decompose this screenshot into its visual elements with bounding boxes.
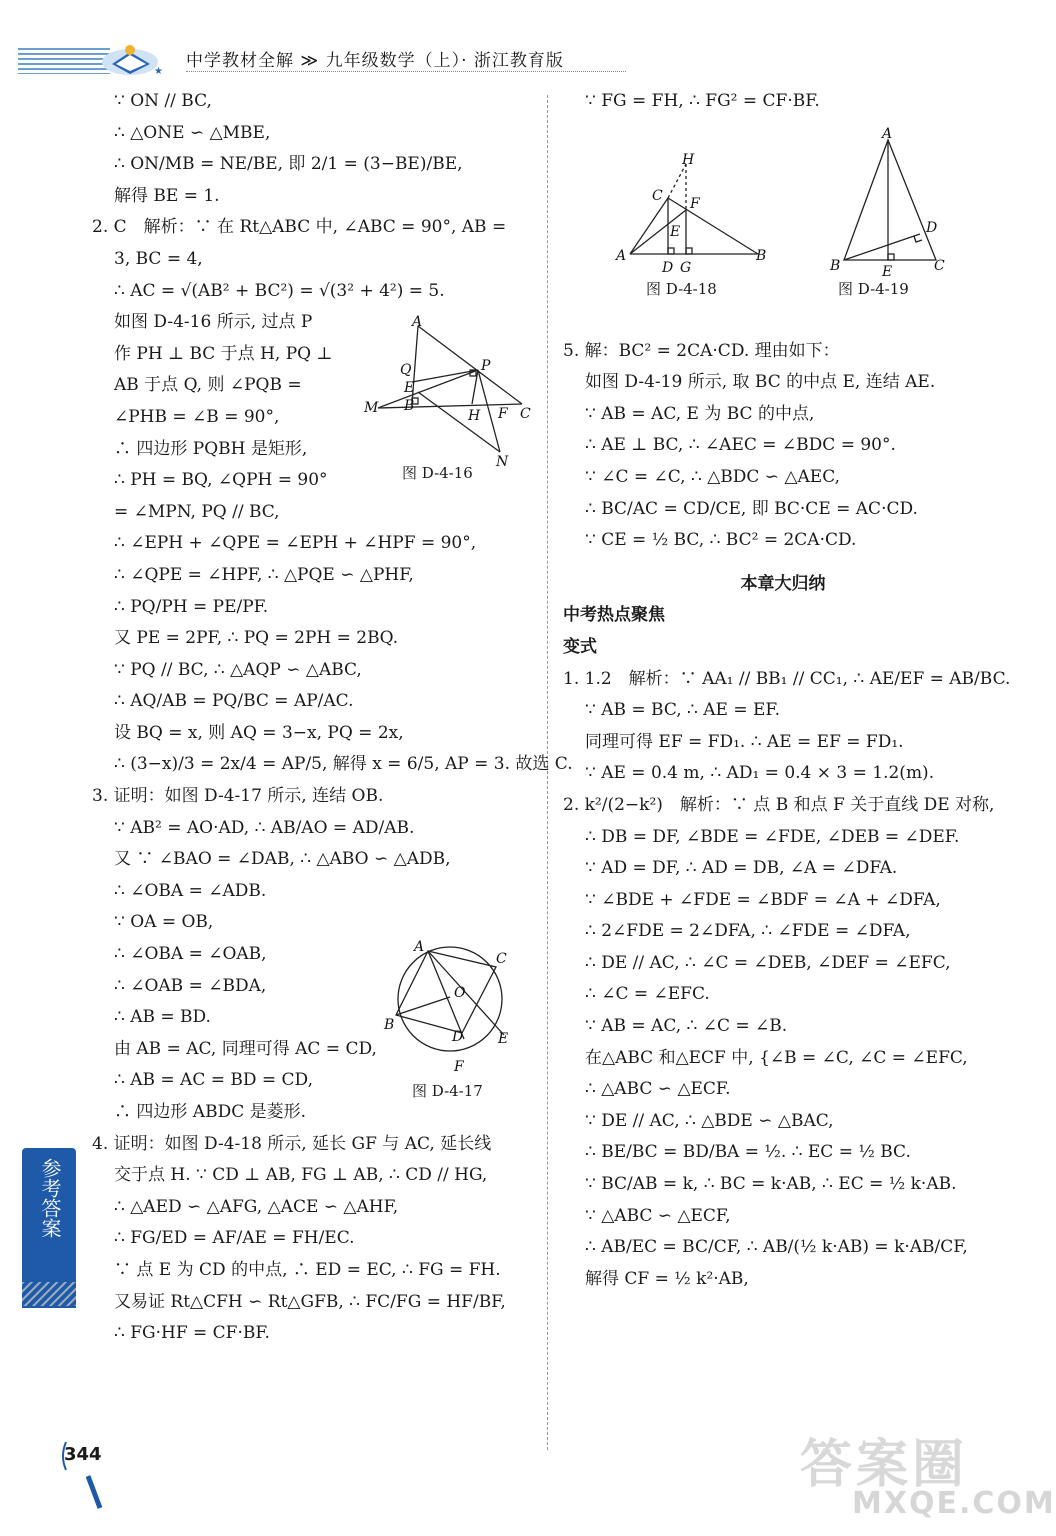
text-line: ∵ FG = FH, ∴ FG² = CF·BF. (585, 91, 820, 111)
label-b: B (756, 248, 767, 264)
question-4: 4. 证明：如图 D-4-18 所示, 延长 GF 与 AC, 延长线 (92, 1133, 492, 1154)
text-line: ∴ AB = AC = BD = CD, (114, 1070, 313, 1091)
header-stripes (18, 48, 110, 74)
text-line: ∵ 点 E 为 CD 的中点, ∴ ED = EC, ∴ FG = FH. (114, 1259, 501, 1280)
text-line: ∴ FG·HF = CF·BF. (114, 1323, 270, 1344)
label-c: C (934, 258, 945, 274)
text-line: ∵ AB = AC, E 为 BC 的中点, (585, 403, 815, 424)
question-2b: 2. k²/(2−k²) 解析：∵ 点 B 和点 F 关于直线 DE 对称, (563, 794, 995, 815)
label-p: P (481, 358, 491, 374)
text-line: 如图 D-4-16 所示, 过点 P (114, 312, 313, 333)
text-line: ∴ AE ⊥ BC, ∴ ∠AEC = ∠BDC = 90°. (585, 435, 896, 456)
text-line: ∵ AB² = AO·AD, ∴ AB/AO = AD/AB. (114, 817, 415, 838)
text-line: ∴ ∠OBA = ∠ADB. (114, 880, 267, 901)
label-f: F (454, 1059, 464, 1075)
text-line: ∴ DB = DF, ∠BDE = ∠FDE, ∠DEB = ∠DEF. (585, 826, 960, 847)
text-line: ∵ BC/AB = k, ∴ BC = k·AB, ∴ EC = ½ k·AB. (585, 1174, 957, 1195)
text-line: 在△ABC 和△ECF 中, {∠B = ∠C, ∠C = ∠EFC, (585, 1047, 968, 1068)
text-line: ∴ DE // AC, ∴ ∠C = ∠DEB, ∠DEF = ∠EFC, (585, 952, 951, 973)
text-line: 解得 CF = ½ k²·AB, (585, 1268, 749, 1289)
figure-d-4-18 (612, 150, 772, 275)
question-2: 2. C 解析：∵ 在 Rt△ABC 中, ∠ABC = 90°, AB = (92, 217, 507, 238)
label-f: F (690, 196, 700, 212)
text-line: ∴ BE/BC = BD/BA = ½. ∴ EC = ½ BC. (585, 1142, 911, 1163)
text-line: ∴ △AED ∽ △AFG, △ACE ∽ △AHF, (114, 1196, 399, 1217)
label-a: A (882, 126, 893, 142)
figure-d-4-17 (380, 935, 520, 1075)
watermark-url: MXQE.COM (852, 1486, 1056, 1521)
text-line: ∴ AB = BD. (114, 1007, 211, 1028)
text-line: ∵ △ABC ∽ △ECF, (585, 1205, 731, 1226)
text-line: ∴ AQ/AB = PQ/BC = AP/AC. (114, 691, 354, 712)
label-n: N (496, 454, 509, 470)
text-line: ∴ (3−x)/3 = 2x/4 = AP/5, 解得 x = 6/5, AP = 3. 故选 C. (114, 754, 573, 775)
text-line: 又 PE = 2PF, ∴ PQ = 2PH = 2BQ. (114, 628, 399, 649)
text-line: ∴ AB/EC = BC/CF, ∴ AB/(½ k·AB) = k·AB/CF, (585, 1237, 968, 1258)
text-line: ∵ AB = AC, ∴ ∠C = ∠B. (585, 1016, 788, 1037)
book-logo-icon (100, 40, 170, 78)
label-h: H (682, 152, 695, 168)
caption-d-4-18: 图 D-4-18 (646, 280, 717, 298)
text-line: ∴ ∠OBA = ∠OAB, (114, 944, 267, 965)
label-c: C (520, 406, 531, 422)
label-a: A (414, 939, 425, 955)
text-line: ∵ AB = BC, ∴ AE = EF. (585, 700, 780, 721)
text-line: 同理可得 EF = FD₁. ∴ AE = EF = FD₁. (585, 731, 904, 752)
text-line: ∴ BC/AC = CD/CE, 即 BC·CE = AC·CD. (585, 498, 918, 519)
text-line: ∴ ∠C = ∠EFC. (585, 984, 710, 1005)
label-e: E (670, 224, 681, 240)
text-line: ∵ OA = OB, (114, 912, 214, 933)
caption-d-4-17: 图 D-4-17 (412, 1082, 483, 1100)
text-line: ∴ 四边形 PQBH 是矩形, (114, 438, 308, 459)
question-1: 1. 1.2 解析：∵ AA₁ // BB₁ // CC₁, ∴ AE/EF = AB/BC. (563, 668, 1011, 689)
label-a: A (616, 248, 627, 264)
text-line: AB 于点 Q, 则 ∠PQB = (114, 375, 302, 396)
label-d: D (926, 220, 938, 236)
question-5: 5. 解：BC² = 2CA·CD. 理由如下： (563, 340, 840, 361)
text-line: ∴ ON/MB = NE/BE, 即 2/1 = (3−BE)/BE, (114, 154, 463, 175)
caption-d-4-19: 图 D-4-19 (838, 280, 909, 298)
header-rule (186, 71, 626, 72)
text-line: ∵ CE = ½ BC, ∴ BC² = 2CA·CD. (585, 530, 857, 551)
text-line: 3, BC = 4, (114, 248, 203, 269)
side-tab-stripes (22, 1282, 76, 1306)
label-g: G (680, 260, 692, 276)
text-line: 由 AB = AC, 同理可得 AC = CD, (114, 1038, 377, 1059)
label-h: H (468, 408, 481, 424)
question-3: 3. 证明：如图 D-4-17 所示, 连结 OB. (92, 786, 384, 807)
left-column (92, 86, 573, 1350)
text-line: ∵ AD = DF, ∴ AD = DB, ∠A = ∠DFA. (585, 858, 898, 879)
text-line: ∵ AE = 0.4 m, ∴ AD₁ = 0.4 × 3 = 1.2(m). (585, 763, 935, 784)
text-line: ∴ ∠EPH + ∠QPE = ∠EPH + ∠HPF = 90°, (114, 533, 477, 554)
text-line: 又易证 Rt△CFH ∽ Rt△GFB, ∴ FC/FG = HF/BF, (114, 1291, 506, 1312)
text-line: 如图 D-4-19 所示, 取 BC 的中点 E, 连结 AE. (585, 372, 936, 393)
text-line: 又 ∵ ∠BAO = ∠DAB, ∴ △ABO ∽ △ADB, (114, 849, 451, 870)
text-line: ∠PHB = ∠B = 90°, (114, 406, 280, 427)
text-line: ∵ DE // AC, ∴ △BDE ∽ △BAC, (585, 1110, 834, 1131)
label-d: D (452, 1029, 464, 1045)
label-b: B (404, 398, 415, 414)
text-line: ∵ ON // BC, (114, 91, 212, 111)
label-b: B (830, 258, 841, 274)
text-line: ∴ 2∠FDE = 2∠DFA, ∴ ∠FDE = ∠DFA, (585, 921, 911, 942)
header-title: 中学教材全解 ≫ 九年级数学（上）· 浙江教育版 (186, 51, 564, 71)
label-e: E (404, 380, 415, 396)
page-number: 344 (64, 1444, 102, 1465)
label-b: B (384, 1017, 395, 1033)
figure-d-4-19 (822, 124, 952, 279)
text-line: ∵ ∠BDE + ∠FDE = ∠BDF = ∠A + ∠DFA, (585, 889, 941, 910)
text-line: ∴ 四边形 ABDC 是菱形. (114, 1102, 307, 1122)
watermark-logo: 答案圈 (800, 1435, 969, 1495)
side-tab-label: 参考答案 (38, 1158, 62, 1238)
caption-d-4-16: 图 D-4-16 (402, 464, 473, 482)
page-header (18, 40, 628, 80)
text-line: ∵ PQ // BC, ∴ △AQP ∽ △ABC, (114, 659, 362, 680)
label-e: E (882, 264, 893, 280)
text-line: ∴ △ONE ∽ △MBE, (114, 122, 271, 143)
label-c: C (496, 951, 507, 967)
text-line: ∵ ∠C = ∠C, ∴ △BDC ∽ △AEC, (585, 466, 841, 487)
svg-text:★: ★ (154, 66, 163, 77)
label-d: D (662, 260, 674, 276)
label-o: O (454, 985, 466, 1001)
variant-heading: 变式 (563, 636, 597, 657)
label-f: F (498, 406, 508, 422)
text-line: ∴ PQ/PH = PE/PF. (114, 596, 269, 617)
label-a: A (412, 314, 423, 330)
text-line: ∴ AC = √(AB² + BC²) = √(3² + 4²) = 5. (114, 280, 445, 301)
text-line: 解得 BE = 1. (114, 185, 220, 206)
label-q: Q (400, 362, 412, 378)
text-line: 交于点 H. ∵ CD ⊥ AB, FG ⊥ AB, ∴ CD // HG, (114, 1165, 488, 1186)
chapter-summary-heading: 本章大归纳 (740, 573, 826, 594)
text-line: ∴ ∠OAB = ∠BDA, (114, 975, 267, 996)
label-m: M (364, 400, 379, 416)
text-line: = ∠MPN, PQ // BC, (114, 501, 280, 522)
text-line: ∴ △ABC ∽ △ECF. (585, 1079, 731, 1100)
text-line: 设 BQ = x, 则 AQ = 3−x, PQ = 2x, (114, 722, 404, 743)
text-line: ∴ ∠QPE = ∠HPF, ∴ △PQE ∽ △PHF, (114, 564, 414, 585)
text-line: 作 PH ⊥ BC 于点 H, PQ ⊥ (114, 343, 333, 364)
label-c: C (652, 188, 663, 204)
text-line: ∴ PH = BQ, ∠QPH = 90° (114, 470, 328, 491)
label-e: E (498, 1031, 509, 1047)
figure-d-4-16 (360, 312, 535, 472)
text-line: ∴ FG/ED = AF/AE = FH/EC. (114, 1228, 355, 1249)
hot-topics-heading: 中考热点聚焦 (563, 605, 665, 626)
